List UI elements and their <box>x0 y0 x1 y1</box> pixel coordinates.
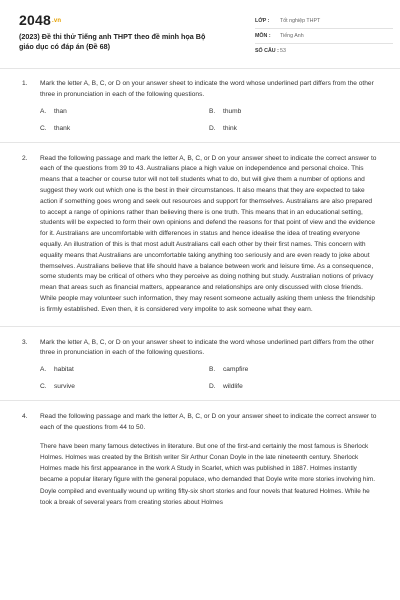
option-letter: D. <box>209 383 216 391</box>
question-item <box>0 143 400 327</box>
question-prompt: Mark the letter A, B, C, or D on your answer sheet to indicate the word whose underlined part differs from the other three in pronunciation in each of the following questions. <box>40 80 374 98</box>
logo-tld: .vn <box>51 18 62 25</box>
option-a[interactable] <box>40 108 209 115</box>
question-number: 4. <box>22 413 28 421</box>
question-list <box>0 68 400 518</box>
option-letter: B. <box>209 107 216 115</box>
question-item <box>0 68 400 143</box>
option-letter: B. <box>209 366 216 374</box>
option-d[interactable] <box>209 383 378 390</box>
meta-row-count <box>255 44 393 58</box>
meta-value: Tốt nghiệp THPT <box>280 18 321 24</box>
question-prompt: Mark the letter A, B, C, or D on your answer sheet to indicate the word whose underlined part differs from the other three in pronunciation in each of the following questions. <box>40 338 374 357</box>
question-prompt: Read the following passage and mark the letter A, B, C, or D on your answer sheet to indicate the correct answer to each of the questions from 44 to 50. <box>40 413 377 431</box>
meta-row-subject <box>255 29 393 44</box>
question-item <box>0 327 400 402</box>
meta-label: SỐ CÂU : <box>255 48 279 54</box>
option-text: thank <box>54 124 71 132</box>
option-b[interactable] <box>209 108 378 115</box>
question-number: 1. <box>22 80 28 87</box>
option-letter: D. <box>209 124 216 132</box>
passage-text: There have been many famous detectives in literature. But one of the first-and certainly the most famous is Sherlock Holmes. Holmes was created by the British writer Sir Arthur Conan Doyle in the late nineteenth century. Sherlock Holmes made his first appearance in the work A Study in Scarlet, which was published in 1887. Holmes instantly became a popular literary figure with the general populace, who demanded that Doyle write more stories involving him. Doyle compiled and eventually wound up writing fifty-six short stories and four novels that featured Holmes. While he took a break of several years from creating stories about Holmes <box>40 442 375 506</box>
option-a[interactable] <box>40 366 209 373</box>
option-letter: C. <box>40 124 47 132</box>
option-d[interactable] <box>209 125 378 132</box>
option-c[interactable] <box>40 383 209 390</box>
meta-value: Tiếng Anh <box>280 33 304 39</box>
option-text: think <box>223 124 237 132</box>
option-letter: A. <box>40 366 47 374</box>
question-prompt: Read the following passage and mark the letter A, B, C, or D on your answer sheet to indicate the correct answer to each of the questions from 39 to 43. Australians place a high value on independence and personal choice. This means that a teacher or course tutor will not tell students what to do, but will give them a number of options and suggest they work out which one is the best in their circumstances. It also means that they are expected to take action if something goes wrong and seek out resources and support for themselves. Australians are also prepared to accept a range of opinions rather than believing there is one truth. This means that in an educational setting, students will be expected to form their own opinions and defend the reasons for that point of view and the evidence for it. Australians are uncomfortable with differences in status and hence idealise the idea of treating everyone equally. An illustration of this is that most adult Australians call each other by their first names. This concern with equality means that Australians are uncomfortable taking anything too seriously and are even ready to joke about themselves. Australians believe that life should have a balance between work and leisure time. As a consequence, some students may be critical of others who they perceive as doing nothing but study. Australian notions of privacy mean that areas such as financial matters, appearance and relationships are only discussed with close friends. While people may volunteer such information, they may resent someone actually asking them unless the friendship is firmly established. Even then, it is considered very impolite to ask someone what they earn. <box>40 154 377 313</box>
option-text: thumb <box>223 107 242 115</box>
meta-label: LỚP : <box>255 18 270 24</box>
answer-options <box>40 108 378 132</box>
option-text: survive <box>54 383 75 391</box>
site-logo[interactable] <box>19 12 61 28</box>
reading-passage <box>40 441 378 508</box>
option-c[interactable] <box>40 125 209 132</box>
question-number: 3. <box>22 338 28 346</box>
option-text: campfire <box>223 366 249 374</box>
option-text: wildlife <box>223 383 243 391</box>
meta-label: MÔN : <box>255 33 271 39</box>
option-text: habitat <box>54 366 74 374</box>
question-item <box>0 401 400 518</box>
page-header <box>0 0 400 69</box>
meta-value: 53 <box>280 48 286 54</box>
option-text: than <box>54 107 67 115</box>
question-number: 2. <box>22 154 28 162</box>
document-title: (2023) Đề thi thử Tiếng anh THPT theo đề minh họa Bộ giáo dục có đáp án (Đề 68) <box>19 32 206 51</box>
document-meta <box>255 14 393 58</box>
answer-options <box>40 366 378 390</box>
option-letter: A. <box>40 107 47 115</box>
option-b[interactable] <box>209 366 378 373</box>
meta-row-class <box>255 14 393 29</box>
option-letter: C. <box>40 383 47 391</box>
logo-text: 2048 <box>19 12 51 28</box>
